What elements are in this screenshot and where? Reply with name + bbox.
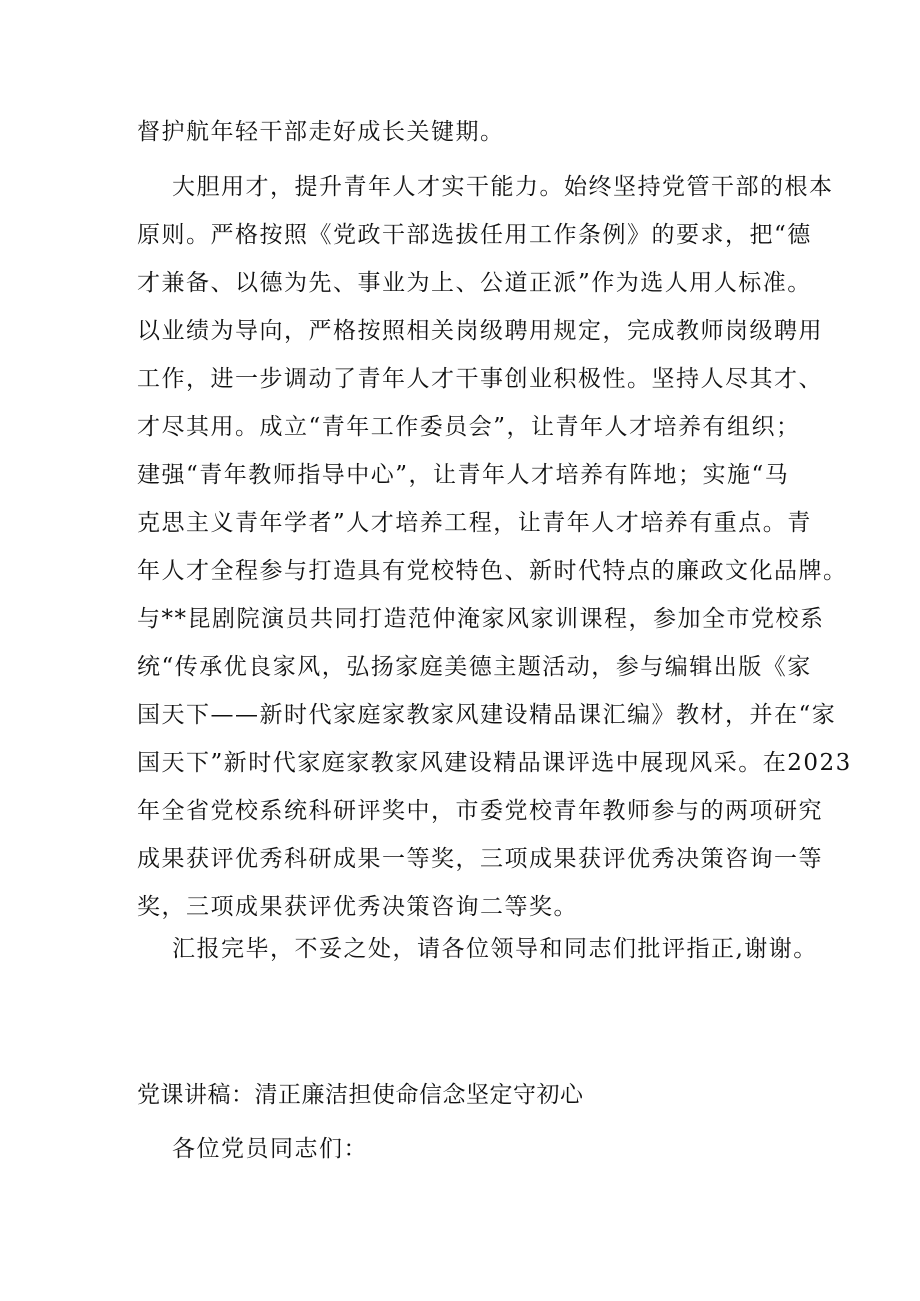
paragraph-line: 国天下”新时代家庭家教家风建设精品课评选中展现风采。在2023 [137,750,852,776]
salutation: 各位党员同志们： [172,1136,368,1162]
paragraph-line: 与**昆剧院演员共同打造范仲淹家风家训课程，参加全市党校系 [137,606,825,632]
paragraph-line: 以业绩为导向，严格按照相关岗级聘用规定，完成教师岗级聘用 [137,318,823,344]
paragraph-line: 奖，三项成果获评优秀决策咨询二等奖。 [137,894,578,920]
paragraph-line: 建强“青年教师指导中心”，让青年人才培养有阵地；实施“马 [137,462,790,488]
paragraph-line: 工作，进一步调动了青年人才干事创业积极性。坚持人尽其才、 [137,366,823,392]
paragraph-line: 督护航年轻干部走好成长关键期。 [137,119,505,145]
paragraph-line: 年人才全程参与打造具有党校特色、新时代特点的廉政文化品牌。 [137,558,848,584]
paragraph-line: 才兼备、以德为先、事业为上、公道正派”作为选人用人标准。 [137,270,812,296]
paragraph-line: 原则。严格按照《党政干部选拔任用工作条例》的要求，把“德 [137,222,812,248]
paragraph-line: 国天下——新时代家庭家教家风建设精品课汇编》教材，并在“家 [137,702,837,728]
paragraph-line: 成果获评优秀科研成果一等奖，三项成果获评优秀决策咨询一等 [137,846,823,872]
paragraph-line: 克思主义青年学者”人才培养工程，让青年人才培养有重点。青 [137,510,812,536]
paragraph-line: 年全省党校系统科研评奖中，市委党校青年教师参与的两项研究 [137,798,823,824]
paragraph-line: 统“传承优良家风，弘扬家庭美德主题活动，参与编辑出版《家 [137,654,812,680]
paragraph-line: 才尽其用。成立“青年工作委员会”，让青年人才培养有组织； [137,414,801,440]
paragraph-line: 大胆用才，提升青年人才实干能力。始终坚持党管干部的根本 [172,174,834,200]
closing-line: 汇报完毕，不妥之处，请各位领导和同志们批评指正,谢谢。 [172,936,818,962]
speech-title: 党课讲稿：清正廉洁担使命信念坚定守初心 [137,1082,584,1108]
